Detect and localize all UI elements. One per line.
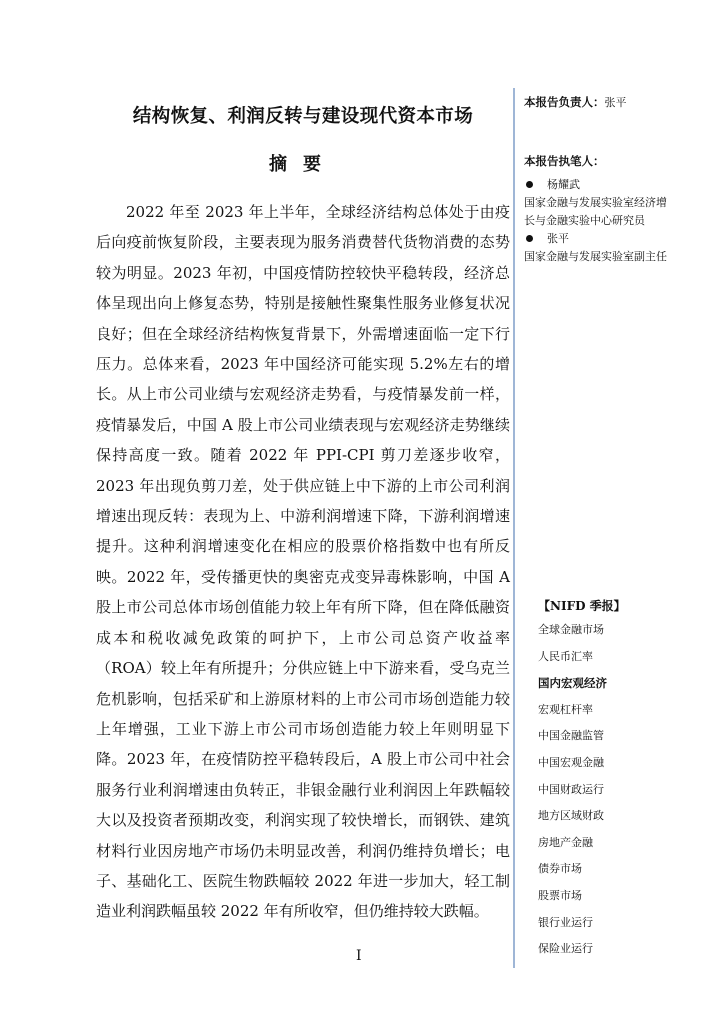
- series-item-global-financial-market[interactable]: 全球金融市场: [538, 623, 604, 636]
- series-title: 【NIFD 季报】: [538, 599, 626, 613]
- series-item-domestic-macro-economy[interactable]: 国内宏观经济: [538, 676, 607, 691]
- author-item: [524, 176, 674, 194]
- series-menu: [538, 620, 607, 966]
- bullet-icon: [526, 181, 533, 188]
- responsible-line: [524, 93, 674, 112]
- author-item: [524, 230, 674, 248]
- report-title: 结构恢复、利润反转与建设现代资本市场: [132, 106, 474, 127]
- authors-label: 本报告执笔人：: [524, 154, 605, 168]
- author-name: 张平: [547, 232, 569, 245]
- series-item-banking[interactable]: 银行业运行: [538, 915, 593, 929]
- series-item-insurance[interactable]: 保险业运行: [538, 942, 593, 956]
- series-item-macro-leverage[interactable]: 宏观杠杆率: [538, 702, 593, 716]
- abstract-body: 2022 年至 2023 年上半年，全球经济结构总体处于由疫后向疫前恢复阶段，主要表现为服务消费替代货物消费的态势较为明显。2023 年初，中国疫情防控较快平稳转段，经济总体呈现出向上修复态势，特别是接触性聚集性服务业修复状况良好；但在全球经济结构恢复背景下，外需增速面临一定下行压力。总体来看，2023 年中国经济可能实现 5.2%左右的增长。从上市公司业绩与宏观经济走势看，与疫情暴发前一样，疫情暴发后，中国 A 股上市公司业绩表现与宏观经济走势继续保持高度一致。随着 2022 年 PPI-CPI 剪刀差逐步收窄，2023 年出现负剪刀差，处于供应链上中下游的上市公司利润增速出现反转：表现为上、中游利润增速下降，下游利润增速提升。这种利润增速变化在相应的股票价格指数中也有所反映。2022 年，受传播更快的奥密克戎变异毒株影响，中国 A 股上市公司总体市场创值能力较上年有所下降，但在降低融资成本和税收减免政策的呵护下，上市公司总资产收益率（ROA）较上年有所提升；分供应链上中下游来看，受乌克兰危机影响，包括采矿和上游原材料的上市公司市场创造能力较上年增强，工业下游上市公司市场创造能力较上年则明显下降。2023 年，在疫情防控平稳转段后，A 股上市公司中社会服务行业利润增速由负转正，非银金融行业利润因上年跌幅较大以及投资者预期改变，利润实现了较快增长，而钢铁、建筑材料行业因房地产市场仍未明显改善，利润仍维持负增长；电子、基础化工、医院生物跌幅较 2022 年进一步加大，轻工制造业利润跌幅虽较 2022 年有所收窄，但仍维持较大跌幅。: [96, 203, 510, 921]
- abstract-heading: 摘要: [269, 154, 337, 175]
- author-affiliation: 国家金融与发展实验室经济增长与金融实验中心研究员: [524, 196, 667, 227]
- series-item-fiscal-operation[interactable]: 中国财政运行: [538, 782, 604, 796]
- series-item-macro-finance[interactable]: 中国宏观金融: [538, 755, 604, 769]
- series-item-regional-fiscal[interactable]: 地方区域财政: [538, 809, 604, 823]
- responsible-label: 本报告负责人：: [524, 95, 605, 109]
- author-name: 杨耀武: [547, 178, 580, 191]
- series-item-real-estate-finance[interactable]: 房地产金融: [538, 835, 593, 849]
- author-affiliation: 国家金融与发展实验室副主任: [524, 250, 667, 263]
- page-number: I: [356, 948, 362, 964]
- authors-list: [524, 176, 674, 266]
- series-item-financial-regulation[interactable]: 中国金融监管: [538, 729, 604, 743]
- series-item-bond-market[interactable]: 债券市场: [538, 862, 582, 876]
- series-item-rmb-exchange-rate[interactable]: 人民币汇率: [538, 649, 593, 663]
- bullet-icon: [526, 235, 533, 242]
- sidebar-divider: [513, 88, 515, 968]
- responsible-name: 张平: [604, 96, 627, 109]
- series-item-stock-market[interactable]: 股票市场: [538, 888, 582, 902]
